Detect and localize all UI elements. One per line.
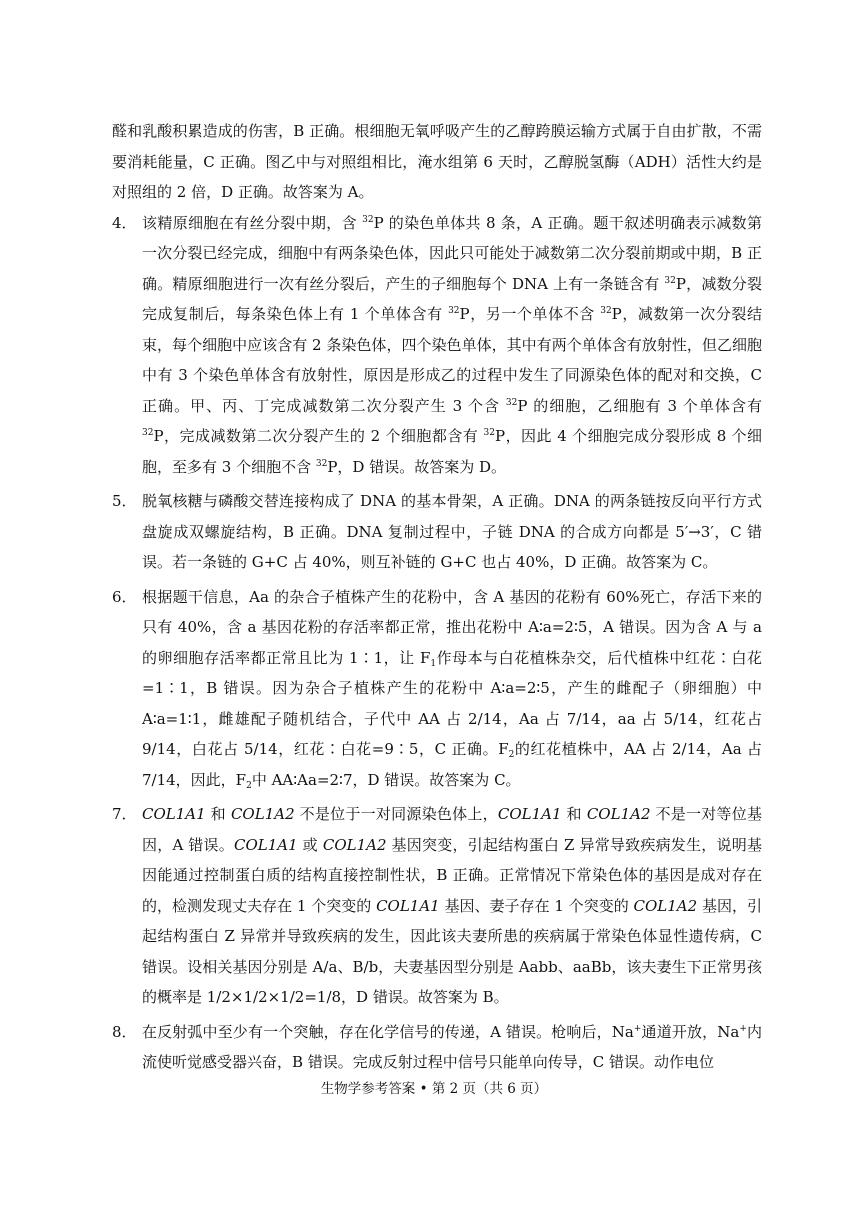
item-text: 在反射弧中至少有一个突触，存在化学信号的传递，A 错误。枪响后，Na+通道开放，Na+内流使听觉感受器兴奋，B 错误。完成反射过程中信号只能单向传导，C 错误。动作电位	[142, 1022, 762, 1071]
item-number: 5．	[112, 492, 137, 510]
item-text: 根据题干信息，Aa 的杂合子植株产生的花粉中，含 A 基因的花粉有 60%死亡，存活下来的只有 40%，含 a 基因花粉的存活率都正常，推出花粉中 A∶a=2∶5，A 错误。因为含 A 与 a 的卵细胞存活率都正常且比为 1∶1，让 $F_1$作母本与白花植株杂交，后代植株中红花∶白花=1∶1，B 错误。因为杂合子植株产生的花粉中 A∶a=2∶5，产生的雌配子（卵细胞）中 A∶a=1∶1，雌雄配子随机结合，子代中 AA 占 2/14，Aa 占 7/14，aa 占 5/14，红花占 9/14，白花占 5/14，红花∶白花=9∶5，C 正确。$F_2$的红花植株中，AA 占 2/14，Aa 占 7/14，因此，$F_2$中 AA∶Aa=2∶7，D 错误。故答案为 C。	[142, 587, 762, 791]
item-number: 8．	[112, 1022, 137, 1041]
intro-paragraph: 醛和乳酸积累造成的伤害，B 正确。根细胞无氧呼吸产生的乙醇跨膜运输方式属于自由扩散，不需要消耗能量，C 正确。图乙中与对照组相比，淹水组第 6 天时，乙醇脱氢酶（ADH）活性大约是对照组的 2 倍，D 正确。故答案为 A。	[112, 122, 762, 201]
answer-item-5	[112, 486, 762, 578]
item-number: 7．	[112, 805, 137, 823]
answer-item-4	[112, 208, 762, 483]
page-footer: 生物学参考答案 • 第 2 页（共 6 页）	[320, 1081, 548, 1097]
item-text: COL1A1 和 COL1A2 不是位于一对同源染色体上，COL1A1 和 COL1A2 不是一对等位基因，A 错误。COL1A1 或 COL1A2 基因突变，引起结构蛋白 Z 异常导致疾病发生，说明基因能通过控制蛋白质的结构直接控制性状，B 正确。正常情况下常染色体的基因是成对存在的，检测发现丈夫存在 1 个突变的 COL1A1 基因、妻子存在 1 个突变的 COL1A2 基因，引起结构蛋白 Z 异常并导致疾病的发生，因此该夫妻所患的疾病属于常染色体显性遗传病，C 错误。设相关基因分别是 A/a、B/b，夫妻基因型分别是 Aabb、aaBb，该夫妻生下正常男孩的概率是 1/2×1/2×1/2=1/8，D 错误。故答案为 B。	[142, 805, 762, 1006]
answer-content	[112, 116, 762, 1082]
answer-item-6	[112, 582, 762, 796]
item-text: 该精原细胞在有丝分裂中期，含 $^{32}$P 的染色单体共 8 条，A 正确。题干叙述明确表示减数第一次分裂已经完成，细胞中有两条染色体，因此只可能处于减数第二次分裂前期或中期，B 正确。精原细胞进行一次有丝分裂后，产生的子细胞每个 DNA 上有一条链含有 $^{32}$P，减数分裂完成复制后，每条染色体上有 1 个单体含有 $^{32}$P，另一个单体不含 $^{32}$P，减数第一次分裂结束，每个细胞中应该含有 2 条染色体，四个染色单体，其中有两个单体含有放射性，但乙细胞中有 3 个染色单体含有放射性，原因是形成乙的过程中发生了同源染色体的配对和交换，C 正确。甲、丙、丁完成减数第二次分裂产生 3 个含 $^{32}$P 的细胞，乙细胞有 3 个单体含有 $^{32}$P，完成减数第二次分裂产生的 2 个细胞都含有 $^{32}$P，因此 4 个细胞完成分裂形成 8 个细胞，至多有 3 个细胞不含 $^{32}$P，D 错误。故答案为 D。	[142, 213, 763, 476]
item-number: 6．	[112, 587, 137, 606]
item-text: 脱氧核糖与磷酸交替连接构成了 DNA 的基本骨架，A 正确。DNA 的两条链按反向平行方式盘旋成双螺旋结构，B 正确。DNA 复制过程中，子链 DNA 的合成方向都是 5′→3′，C 错误。若一条链的 G+C 占 40%，则互补链的 G+C 也占 40%，D 正确。故答案为 C。	[142, 492, 762, 571]
item-number: 4．	[112, 213, 137, 232]
answer-item-7	[112, 799, 762, 1013]
answer-item-8	[112, 1017, 762, 1078]
